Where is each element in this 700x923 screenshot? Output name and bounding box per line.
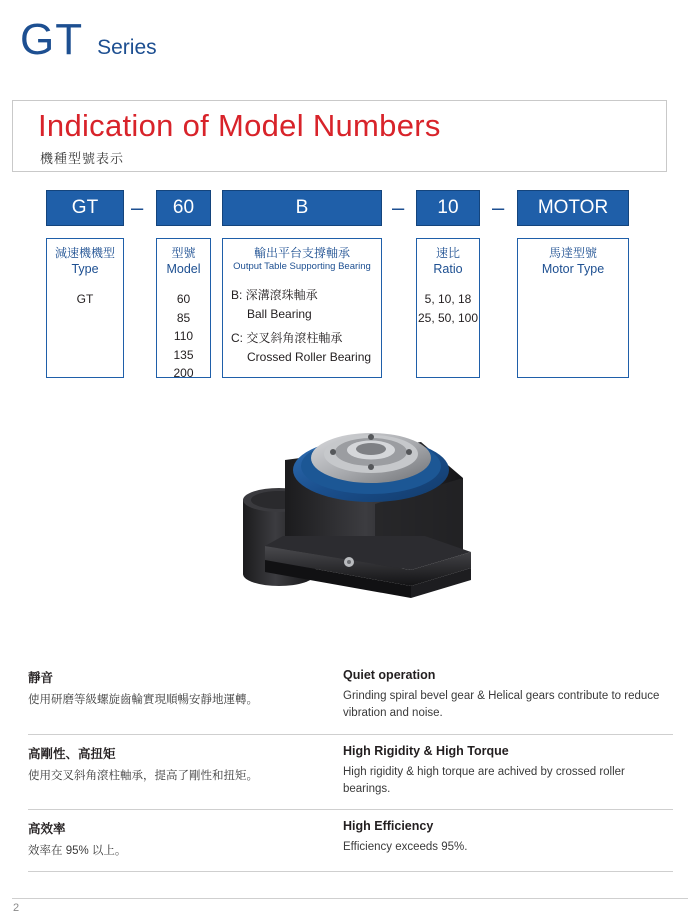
feature-desc-en: Grinding spiral bevel gear & Helical gears contribute to reduce vibration and noise. <box>343 690 660 720</box>
gt-logo: GT <box>20 15 84 64</box>
model-size-60: 60 <box>176 292 191 307</box>
model-column-bearing <box>222 238 382 378</box>
model-chip-model: 60 <box>156 190 211 226</box>
model-chip-bearing: B <box>222 190 382 226</box>
model-column-ratio-body <box>417 290 479 327</box>
feature-row <box>28 668 673 735</box>
page-number: 2 <box>13 902 20 914</box>
model-chip-motor: MOTOR <box>517 190 629 226</box>
model-column-model <box>156 238 211 381</box>
model-column-type-head-en: Type <box>71 262 99 277</box>
bearing-option-b-en: Ball Bearing <box>247 306 312 321</box>
feature-title-en: Quiet operation <box>343 668 436 682</box>
model-type-value: GT <box>76 292 94 307</box>
model-column-ratio-head-cn: 速比 <box>435 246 460 260</box>
page-header <box>20 15 157 64</box>
series-label: Series <box>97 36 157 59</box>
model-column-motor-head-en: Motor Type <box>541 262 605 277</box>
model-chip-ratio: 10 <box>416 190 480 226</box>
bearing-option-b: B: 深溝滾珠軸承 <box>231 288 318 302</box>
separator-dash-1: – <box>131 195 144 220</box>
feature-desc-cn: 使用研磨等級螺旋齒輪實現順暢安靜地運轉。 <box>28 694 258 706</box>
bearing-option-c: C: 交叉斜角滾柱軸承 <box>231 331 343 346</box>
feature-title-en: High Efficiency <box>343 819 434 833</box>
model-column-type-body <box>47 290 123 309</box>
model-column-motor-head-cn: 馬達型號 <box>548 246 597 260</box>
model-column-type-head <box>47 239 123 278</box>
model-size-135: 135 <box>173 347 194 362</box>
feature-english <box>343 668 673 723</box>
footer-divider <box>12 898 688 899</box>
model-size-110: 110 <box>173 329 194 344</box>
separator-dash-3: – <box>492 195 505 220</box>
model-column-ratio-head-en: Ratio <box>433 262 463 277</box>
page-title-chinese: 機種型號表示 <box>40 151 125 166</box>
ratio-line-1: 5, 10, 18 <box>424 292 472 307</box>
model-column-bearing-head <box>223 239 381 274</box>
ratio-line-2: 25, 50, 100 <box>417 310 479 325</box>
model-column-model-head-cn: 型號 <box>171 246 196 260</box>
model-column-model-body <box>157 290 210 383</box>
separator-dash-2: – <box>392 195 405 220</box>
model-number-diagram <box>0 190 700 390</box>
model-column-ratio-head <box>417 239 479 278</box>
feature-title-cn: 靜音 <box>28 671 54 685</box>
feature-desc-en: Efficiency exceeds 95%. <box>343 841 468 853</box>
feature-title-cn: 高剛性、高扭矩 <box>28 746 116 761</box>
model-size-200: 200 <box>173 366 194 381</box>
model-column-motor-head <box>518 239 628 278</box>
feature-english <box>343 744 673 799</box>
feature-title-cn: 高效率 <box>28 822 66 836</box>
feature-list <box>28 668 673 872</box>
model-column-type <box>46 238 124 378</box>
gearbox-illustration <box>225 400 495 630</box>
section-title-box <box>12 100 667 172</box>
model-column-bearing-head-cn: 輸出平台支撐軸承 <box>253 246 350 260</box>
model-chip-type: GT <box>46 190 124 226</box>
feature-desc-cn: 效率在 95% 以上。 <box>28 845 127 857</box>
feature-desc-en: High rigidity & high torque are achived by crossed roller bearings. <box>343 765 625 795</box>
model-column-model-head-en: Model <box>166 262 201 277</box>
feature-chinese <box>28 819 343 860</box>
feature-chinese <box>28 668 343 723</box>
feature-row <box>28 810 673 872</box>
page-title: Indication of Model Numbers <box>38 108 441 143</box>
bearing-option-c-en: Crossed Roller Bearing <box>247 349 372 364</box>
model-column-bearing-body <box>223 286 381 366</box>
model-column-ratio <box>416 238 480 378</box>
feature-row <box>28 735 673 811</box>
model-column-motor <box>517 238 629 378</box>
model-size-85: 85 <box>176 310 191 325</box>
model-column-bearing-head-en: Output Table Supporting Bearing <box>233 261 371 273</box>
feature-english <box>343 819 673 860</box>
feature-title-en: High Rigidity & High Torque <box>343 743 509 758</box>
feature-chinese <box>28 744 343 799</box>
model-column-model-head <box>157 239 210 278</box>
feature-desc-cn: 使用交叉斜角滾柱軸承，提高了剛性和扭矩。 <box>28 769 258 782</box>
model-column-type-head-cn: 減速機機型 <box>54 246 115 260</box>
product-photo <box>225 400 495 630</box>
